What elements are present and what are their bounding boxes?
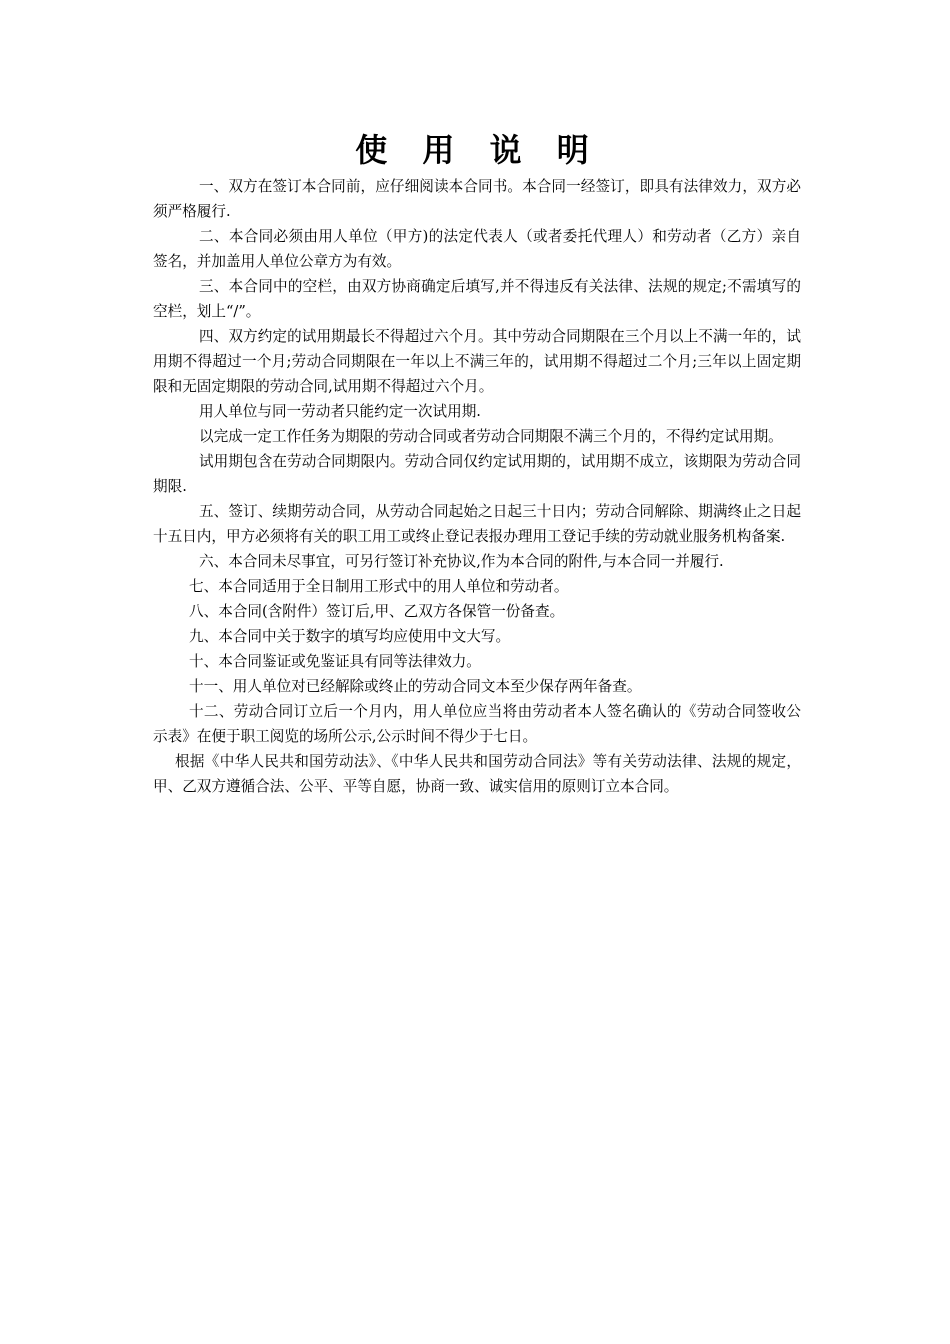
paragraph-3: 三、本合同中的空栏，由双方协商确定后填写,并不得违反有关法律、法规的规定;不需填写的空栏，划上“/”。	[153, 278, 801, 320]
paragraph-10: 七、本合同适用于全日制用工形式中的用人单位和劳动者。	[189, 578, 569, 595]
paragraph-2: 二、本合同必须由用人单位（甲方)的法定代表人（或者委托代理人）和劳动者（乙方）亲自签名，并加盖用人单位公章方为有效。	[153, 228, 801, 270]
paragraph-4: 四、双方约定的试用期最长不得超过六个月。其中劳动合同期限在三个月以上不满一年的，试用期不得超过一个月;劳动合同期限在一年以上不满三年的，试用期不得超过二个月;三年以上固定期限和无固定期限的劳动合同,试用期不得超过六个月。	[153, 328, 801, 395]
paragraph-14: 十一、用人单位对已经解除或终止的劳动合同文本至少保存两年备查。	[189, 678, 642, 695]
paragraph-1: 一、双方在签订本合同前，应仔细阅读本合同书。本合同一经签订，即具有法律效力，双方必须严格履行.	[153, 178, 801, 220]
page-title: 使 用 说 明	[355, 131, 601, 169]
paragraph-7: 试用期包含在劳动合同期限内。劳动合同仅约定试用期的，试用期不成立，该期限为劳动合同期限.	[153, 453, 801, 495]
paragraph-6: 以完成一定工作任务为期限的劳动合同或者劳动合同期限不满三个月的，不得约定试用期。	[199, 428, 783, 445]
paragraph-15: 十二、劳动合同订立后一个月内，用人单位应当将由劳动者本人签名确认的《劳动合同签收公示表》在便于职工阅览的场所公示,公示时间不得少于七日。	[153, 703, 801, 745]
paragraph-8: 五、签订、续期劳动合同，从劳动合同起始之日起三十日内；劳动合同解除、期满终止之日起十五日内，甲方必须将有关的职工用工或终止登记表报办理用工登记手续的劳动就业服务机构备案.	[153, 503, 801, 545]
paragraph-5: 用人单位与同一劳动者只能约定一次试用期.	[199, 403, 481, 420]
paragraph-11: 八、本合同(含附件）签订后,甲、乙双方各保管一份备查。	[189, 603, 565, 620]
paragraph-12: 九、本合同中关于数字的填写均应使用中文大写。	[189, 628, 511, 645]
paragraph-9: 六、本合同未尽事宜，可另行签订补充协议,作为本合同的附件,与本合同一并履行.	[199, 553, 724, 570]
paragraph-16: 根据《中华人民共和国劳动法》、《中华人民共和国劳动合同法》等有关劳动法律、法规的规定，甲、乙双方遵循合法、公平、平等自愿，协商一致、诚实信用的原则订立本合同。	[153, 753, 801, 795]
paragraph-13: 十、本合同鉴证或免鉴证具有同等法律效力。	[189, 653, 481, 670]
document-body	[153, 174, 801, 799]
